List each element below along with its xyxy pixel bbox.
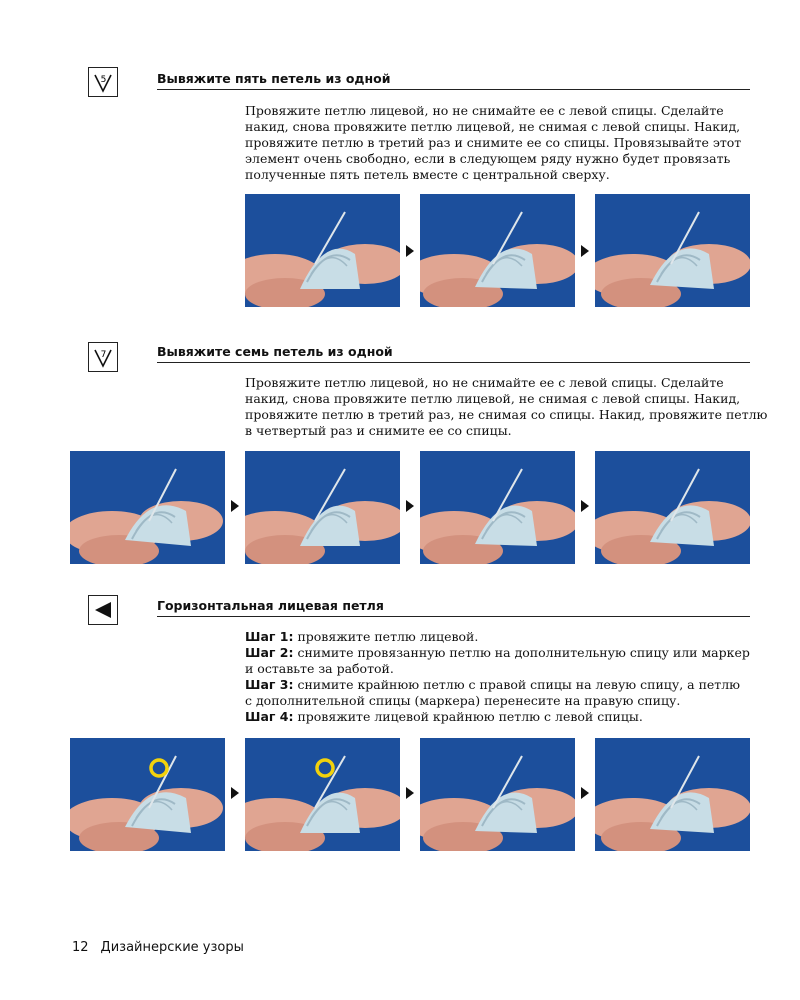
next-step-arrow-icon [406, 787, 414, 799]
step-photo [245, 194, 400, 307]
section-description-seven-from-one [245, 375, 768, 439]
section-steps-horizontal-knit [245, 629, 750, 725]
section-description-five-from-one [245, 103, 750, 183]
section-title-seven-from-one: Вывяжите семь петель из одной [157, 344, 750, 363]
chart-symbol-horizontal-knit [88, 595, 118, 625]
step-line [245, 709, 750, 725]
chart-symbol-increase-5 [88, 67, 118, 97]
step-photo [595, 194, 750, 307]
description-line: накид, снова провяжите петлю лицевой, не снимая с левой спицы. Накид, [245, 119, 741, 134]
step-text: снимите крайнюю петлю с правой спицы на левую спицу, а петлю [293, 677, 741, 692]
step-photo [595, 451, 750, 564]
next-step-arrow-icon [231, 500, 239, 512]
chart-symbol-increase-7 [88, 342, 118, 372]
increase-7-symbol-icon [90, 344, 116, 370]
next-step-arrow-icon [581, 245, 589, 257]
step-text: снимите провязанную петлю на дополнительную спицу или маркер [293, 645, 750, 660]
description-line: накид, снова провяжите петлю лицевой, не снимая с левой спицы. Накид, [245, 391, 741, 406]
description-line: в четвертый раз и снимите ее со спицы. [245, 423, 512, 438]
step-label: Шаг 4: [245, 709, 294, 724]
step-label: Шаг 1: [245, 629, 294, 644]
description-line: Провяжите петлю лицевой, но не снимайте ее с левой спицы. Сделайте [245, 375, 724, 390]
step-line [245, 693, 750, 709]
next-step-arrow-icon [581, 787, 589, 799]
page-number: 12 [72, 940, 89, 955]
step-photo [70, 451, 225, 564]
description-line: полученные пять петель вместе с центральной сверху. [245, 167, 610, 182]
step-photo [595, 738, 750, 851]
step-line [245, 661, 750, 677]
book-title: Дизайнерские узоры [100, 940, 244, 955]
step-photo [420, 194, 575, 307]
svg-text:7: 7 [100, 350, 107, 360]
step-text: провяжите лицевой крайнюю петлю с левой спицы. [293, 709, 643, 724]
step-line [245, 629, 750, 645]
description-line: Провяжите петлю лицевой, но не снимайте ее с левой спицы. Сделайте [245, 103, 724, 118]
step-line [245, 645, 750, 661]
next-step-arrow-icon [231, 787, 239, 799]
step-text: и оставьте за работой. [245, 661, 394, 676]
next-step-arrow-icon [406, 245, 414, 257]
step-photo [70, 738, 225, 851]
description-line: провяжите петлю в третий раз и снимите ее со спицы. Провязывайте этот [245, 135, 742, 150]
left-triangle-symbol-icon [90, 597, 116, 623]
step-label: Шаг 2: [245, 645, 294, 660]
next-step-arrow-icon [581, 500, 589, 512]
step-photo [245, 738, 400, 851]
section-title-horizontal-knit: Горизонтальная лицевая петля [157, 598, 750, 617]
step-photo [245, 451, 400, 564]
step-label: Шаг 3: [245, 677, 294, 692]
step-photo [420, 451, 575, 564]
step-text: провяжите петлю лицевой. [293, 629, 479, 644]
page-footer [72, 940, 244, 955]
svg-text:5: 5 [100, 75, 107, 85]
step-text: с дополнительной спицы (маркера) перенесите на правую спицу. [245, 693, 681, 708]
description-line: провяжите петлю в третий раз, не снимая со спицы. Накид, провяжите петлю [245, 407, 768, 422]
section-title-five-from-one: Вывяжите пять петель из одной [157, 71, 750, 90]
increase-5-symbol-icon [90, 69, 116, 95]
step-photo [420, 738, 575, 851]
step-line [245, 677, 750, 693]
description-line: элемент очень свободно, если в следующем ряду нужно будет провязать [245, 151, 731, 166]
next-step-arrow-icon [406, 500, 414, 512]
